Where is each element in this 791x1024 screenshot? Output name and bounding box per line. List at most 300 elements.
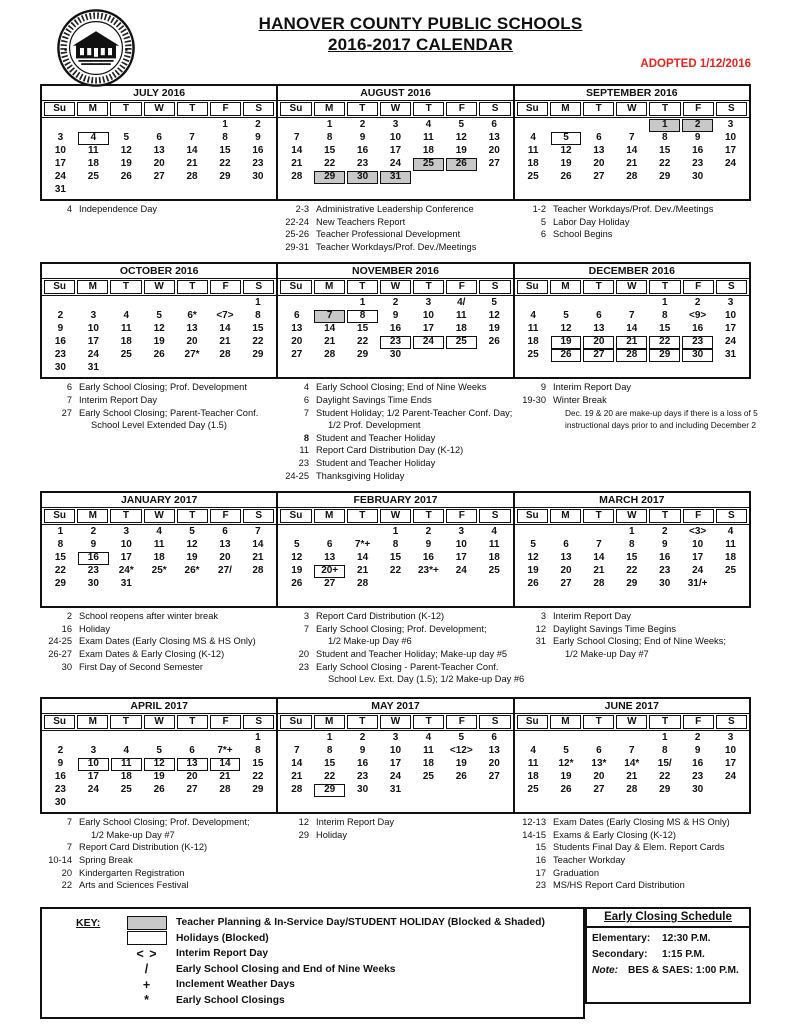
- day-cell: 21: [219, 771, 231, 783]
- weekday-header-cell: Su: [517, 102, 548, 116]
- day-cell: 24: [455, 565, 467, 577]
- note-day: 16: [61, 623, 72, 634]
- month-title: FEBRUARY 2017: [278, 493, 512, 508]
- day-cell-holiday: 26: [551, 349, 582, 362]
- weekday-header-row: [42, 508, 276, 525]
- day-cell: 24: [87, 349, 99, 361]
- day-cell: 27/: [218, 565, 232, 577]
- day-cell: 18: [527, 158, 539, 169]
- notes-column-july-2016: [40, 203, 277, 253]
- day-cell: <9>: [689, 310, 707, 322]
- note-text: Early School Closing - Parent-Teacher Conf.: [316, 661, 499, 672]
- week-row: [44, 771, 274, 784]
- note-text: Dec. 19 & 20 are make-up days if there is a loss of 5: [565, 407, 758, 418]
- note-text: 1/2 Make-up Day #7: [565, 648, 649, 659]
- note-text: Student Holiday; 1/2 Parent-Teacher Conf. Day;: [316, 407, 513, 418]
- day-cell: 26: [488, 336, 500, 348]
- note-day: 8: [303, 432, 309, 443]
- weekday-header-cell: W: [380, 509, 411, 523]
- note-text: Thanksgiving Holiday: [316, 470, 405, 481]
- note-text: Early School Closing; Prof. Development;: [316, 623, 487, 634]
- page-subtitle: 2016-2017 CALENDAR: [327, 35, 513, 54]
- day-cell: 1: [255, 732, 261, 744]
- week-row: [44, 362, 274, 375]
- day-cell: [445, 784, 478, 797]
- day-cell: 14: [357, 552, 369, 564]
- note-day: 30: [61, 661, 72, 672]
- day-cell: 1: [629, 526, 635, 538]
- day-cell: 31: [724, 349, 737, 361]
- note-text: Graduation: [553, 867, 599, 878]
- day-cell: 1: [359, 297, 366, 309]
- day-cell: 4: [425, 119, 432, 130]
- day-cell: 2: [359, 732, 366, 744]
- day-cell: 23: [252, 158, 264, 169]
- day-cell: 2: [694, 297, 701, 309]
- day-cell: 8: [255, 745, 261, 757]
- day-cell-holiday: 19: [551, 336, 582, 349]
- day-cell: 10: [87, 323, 99, 335]
- day-cell: 10: [724, 132, 737, 143]
- note-item: [277, 381, 511, 394]
- note-day: 20: [298, 648, 309, 659]
- day-cell: 1: [255, 297, 261, 309]
- day-cell: 31/+: [687, 578, 708, 590]
- day-cell: [143, 297, 176, 310]
- quarter-block: [40, 84, 751, 258]
- day-cell-holiday: 23: [380, 336, 411, 349]
- day-cell: [478, 578, 511, 591]
- day-cell: [143, 362, 176, 375]
- day-cell: [77, 732, 110, 745]
- day-cell: 20: [560, 565, 572, 577]
- day-cell: 8: [661, 310, 668, 322]
- note-day: 29-31: [285, 241, 309, 252]
- note-text: Winter Break: [553, 394, 607, 405]
- weekday-header-cell: F: [683, 102, 714, 116]
- day-cell: 11: [456, 310, 467, 322]
- day-cell: 29: [626, 578, 638, 590]
- day-cell: 19: [560, 771, 572, 783]
- week-row: [44, 552, 274, 565]
- day-cell: [143, 578, 176, 591]
- day-cell: 7: [255, 526, 261, 538]
- weekday-header-cell: T: [413, 280, 444, 294]
- day-cell: 30: [87, 578, 99, 590]
- note-item: [514, 216, 748, 229]
- day-cell: [517, 119, 550, 132]
- day-cell: [478, 349, 511, 362]
- month-october-2016: [42, 264, 278, 377]
- day-cell: 29: [252, 784, 264, 796]
- week-row: [517, 158, 747, 171]
- day-cell: 7: [189, 132, 195, 143]
- key-item-text: Interim Report Day: [176, 948, 269, 960]
- day-cell: 2: [57, 310, 64, 322]
- note-item: [40, 648, 274, 661]
- day-cell-student-holiday: 25: [413, 158, 444, 171]
- day-cell: 4: [530, 132, 536, 143]
- day-cell: 13: [488, 132, 500, 143]
- day-cell-holiday: 28: [616, 349, 647, 362]
- day-cell: 26: [153, 349, 165, 361]
- day-cell: 3: [392, 732, 399, 744]
- note-day: 12: [535, 623, 546, 634]
- day-cell: 29: [659, 784, 671, 796]
- weekday-header-cell: M: [314, 509, 345, 523]
- early-closing-note-value: BES & SAES: 1:00 P.M.: [628, 965, 739, 977]
- day-cell: 26: [560, 171, 572, 182]
- note-text: Interim Report Day: [316, 817, 395, 828]
- day-cell: [412, 784, 445, 797]
- day-cell: [143, 732, 176, 745]
- day-cell: 6*: [187, 310, 197, 322]
- day-cell: 11: [725, 539, 736, 551]
- day-cell: 25: [488, 565, 500, 577]
- day-cell: 15: [626, 552, 638, 564]
- week-row: [44, 336, 274, 349]
- early-closing-schedule: [585, 907, 751, 1004]
- day-cell: 10: [455, 539, 467, 551]
- key-row: [42, 916, 583, 930]
- day-cell: [241, 184, 274, 197]
- title-block: [40, 8, 751, 55]
- weekday-header-cell: T: [177, 509, 208, 523]
- day-cell: 7*+: [217, 745, 233, 757]
- note-text: Exam Dates (Early Closing MS & HS Only): [553, 817, 730, 828]
- day-cell: 3: [90, 310, 97, 322]
- note-day: 19-30: [522, 394, 546, 405]
- month-title: JANUARY 2017: [42, 493, 276, 508]
- key-item-text: Early School Closings: [176, 994, 285, 1006]
- day-cell: <7>: [216, 310, 234, 322]
- day-cell: 17: [455, 552, 467, 564]
- day-cell: [143, 184, 176, 197]
- day-cell: 16: [692, 323, 704, 335]
- day-cell-holiday: 23: [682, 336, 713, 349]
- note-text: Interim Report Day: [553, 611, 632, 622]
- day-cell: 3: [90, 745, 97, 757]
- week-row: [44, 758, 274, 771]
- day-cell: 4: [123, 310, 130, 322]
- day-cell: 28: [324, 349, 336, 361]
- day-cell: 9: [57, 758, 64, 770]
- day-cell: 5: [156, 310, 162, 322]
- early-closing-row: [587, 928, 749, 944]
- key-item-text: Inclement Weather Days: [176, 979, 295, 991]
- week-row: [280, 297, 510, 310]
- note-text: 1/2 Make-up Day #7: [91, 829, 175, 840]
- day-cell: 5: [563, 310, 569, 322]
- day-cell: [445, 349, 478, 362]
- day-cell: 11: [527, 758, 539, 770]
- weekday-header-cell: T: [649, 715, 680, 729]
- day-cell: 13: [219, 539, 231, 551]
- note-day: 3: [303, 611, 309, 622]
- day-cell: 10: [692, 539, 704, 551]
- day-cell: 29: [54, 578, 66, 590]
- note-text: School reopens after winter break: [79, 611, 219, 622]
- day-cell: 31: [120, 578, 132, 590]
- day-cell-holiday: 4: [78, 132, 109, 145]
- weekday-header-cell: S: [243, 102, 274, 116]
- note-item: [40, 610, 274, 623]
- day-cell: [209, 578, 242, 591]
- day-cell: 2: [661, 526, 668, 538]
- week-row: [517, 119, 747, 132]
- weekday-header-row: [278, 279, 512, 296]
- day-cell: [176, 578, 209, 591]
- notes-row: [40, 379, 758, 487]
- day-cell: 14: [626, 323, 638, 335]
- day-cell: 7: [293, 132, 300, 143]
- day-cell-holiday: 22: [649, 336, 680, 349]
- day-cell: 12: [291, 552, 303, 564]
- note-day: 31: [535, 636, 546, 647]
- day-cell: 2: [425, 526, 432, 538]
- month-title: DECEMBER 2016: [515, 264, 749, 279]
- day-cell: 23*+: [417, 565, 439, 577]
- day-cell: 30: [692, 171, 704, 182]
- week-row: [44, 310, 274, 323]
- week-row: [517, 758, 747, 771]
- key-label: KEY:: [76, 916, 101, 929]
- note-day: 5: [540, 216, 546, 227]
- day-cell: 10: [724, 745, 737, 757]
- day-cell: 13: [560, 552, 572, 564]
- note-text: 1/2 Make-up Day #6: [328, 636, 412, 647]
- day-cell-holiday: 29: [314, 784, 345, 797]
- week-row: [44, 784, 274, 797]
- note-text: Daylight Savings Time Begins: [553, 623, 676, 634]
- weeks: [42, 525, 276, 606]
- day-cell: 3: [123, 526, 130, 538]
- day-cell-holiday: 8: [347, 310, 378, 323]
- day-cell: 12: [560, 145, 572, 156]
- weeks: [42, 731, 276, 812]
- key-row: [42, 993, 583, 1007]
- month-title: MAY 2017: [278, 699, 512, 714]
- weekday-header-cell: T: [583, 102, 614, 116]
- day-cell: 12: [120, 145, 132, 156]
- note-text: School Begins: [553, 229, 613, 240]
- week-row: [44, 132, 274, 145]
- day-cell: 12: [560, 323, 572, 335]
- day-cell-holiday: 16: [78, 552, 109, 565]
- day-cell: 19: [455, 145, 467, 156]
- day-cell: 1: [392, 526, 399, 538]
- page-title: HANOVER COUNTY PUBLIC SCHOOLS: [258, 14, 583, 33]
- early-closing-note-row: [587, 960, 749, 976]
- weekday-header-cell: S: [716, 280, 747, 294]
- note-item: [514, 879, 748, 892]
- week-row: [280, 771, 510, 784]
- week-row: [517, 565, 747, 578]
- day-cell: 21: [626, 771, 638, 783]
- day-cell-holiday: 20: [583, 336, 614, 349]
- open-box-swatch-icon: [118, 931, 176, 945]
- day-cell: 23: [54, 784, 66, 796]
- day-cell: 8: [661, 132, 668, 143]
- note-day: 12: [298, 817, 309, 828]
- early-closing-note-label: Note:: [592, 965, 619, 977]
- day-cell: 7: [596, 539, 602, 551]
- key-row: [42, 978, 583, 992]
- day-cell: [478, 784, 511, 797]
- day-cell: 2: [57, 745, 64, 757]
- day-cell: 18: [422, 758, 434, 770]
- day-cell: 15: [252, 758, 264, 770]
- day-cell: [241, 578, 274, 591]
- day-cell: 17: [422, 323, 434, 335]
- day-cell: 7*+: [354, 539, 371, 551]
- day-cell: 21: [291, 158, 303, 169]
- day-cell: 8: [661, 745, 668, 757]
- day-cell: 19: [120, 158, 132, 169]
- weekday-header-cell: Su: [44, 280, 75, 294]
- note-day: 3: [540, 611, 546, 622]
- note-item: [277, 635, 511, 648]
- note-item: [40, 854, 274, 867]
- week-row: [517, 771, 747, 784]
- day-cell: 20: [186, 336, 198, 348]
- month-title: JUNE 2017: [515, 699, 749, 714]
- weekday-header-cell: S: [716, 509, 747, 523]
- day-cell: 25: [527, 349, 539, 361]
- quarter-block: [40, 491, 751, 693]
- day-cell-student-holiday: 7: [314, 310, 345, 323]
- week-row: [44, 297, 274, 310]
- notes-column-november-2016: [277, 381, 514, 482]
- note-item: [277, 432, 511, 445]
- day-cell: 15: [659, 323, 671, 335]
- day-cell: [176, 184, 209, 197]
- note-day: 7: [303, 407, 309, 418]
- day-cell: 22: [626, 565, 638, 577]
- note-text: Exams & Early Closing (K-12): [553, 829, 676, 840]
- weekday-header-cell: M: [550, 509, 581, 523]
- months-row: [40, 84, 751, 201]
- weekday-header-cell: T: [110, 280, 141, 294]
- weekday-header-cell: S: [716, 102, 747, 116]
- day-cell: 15: [324, 145, 336, 156]
- day-cell: [445, 171, 478, 184]
- day-cell: 2: [694, 732, 701, 744]
- day-cell: 14: [324, 323, 336, 335]
- school-seal-icon: [56, 8, 136, 93]
- day-cell: [209, 797, 242, 810]
- day-cell: 19: [560, 158, 572, 169]
- key-item-text: Teacher Planning & In-Service Day/STUDENT HOLIDAY (Blocked & Shaded): [176, 917, 545, 929]
- note-item: [40, 381, 274, 394]
- day-cell: [143, 119, 176, 132]
- day-cell-student-holiday: 1: [649, 119, 680, 132]
- day-cell: 11: [423, 745, 434, 757]
- weeks: [278, 118, 512, 199]
- note-day: 16: [535, 854, 546, 865]
- day-cell-holiday: 10: [78, 758, 109, 771]
- weekday-header-cell: T: [177, 280, 208, 294]
- note-day: 4: [303, 382, 309, 393]
- note-text: Kindergarten Registration: [79, 867, 185, 878]
- day-cell: 19: [186, 552, 198, 564]
- day-cell: 17: [692, 552, 704, 564]
- month-title: APRIL 2017: [42, 699, 276, 714]
- day-cell: 6: [596, 745, 602, 757]
- day-cell: 31: [54, 184, 66, 195]
- day-cell: 28: [626, 171, 638, 182]
- day-cell-holiday: 13: [177, 758, 208, 771]
- note-text: School Lev. Ext. Day (1.5); 1/2 Make-up Day #6: [328, 674, 525, 685]
- day-cell: 19: [527, 565, 539, 577]
- note-item: [277, 419, 511, 432]
- day-cell: 21: [324, 336, 336, 348]
- day-cell: [550, 297, 583, 310]
- day-cell: [44, 297, 77, 310]
- day-cell: 5: [458, 119, 465, 130]
- day-cell: 11: [88, 145, 99, 156]
- day-cell-holiday: 12: [144, 758, 175, 771]
- note-item: [277, 241, 511, 254]
- note-text: Students Final Day & Elem. Report Cards: [553, 842, 725, 853]
- note-text: Teacher Workdays/Prof. Dev./Meetings: [553, 204, 714, 214]
- day-cell: 4: [491, 526, 497, 538]
- key-legend: [40, 907, 585, 1019]
- note-text: Exam Dates & Early Closing (K-12): [79, 648, 225, 659]
- note-day: 14-15: [522, 829, 546, 840]
- day-cell: 13: [593, 145, 605, 156]
- day-cell-holiday: 30: [682, 349, 713, 362]
- note-item: [40, 867, 274, 880]
- day-cell: 6: [293, 310, 300, 322]
- key-item-text: Holidays (Blocked): [176, 932, 269, 944]
- month-march-2017: [515, 493, 749, 606]
- day-cell: [110, 297, 143, 310]
- key-row: [42, 931, 583, 945]
- note-text: Student and Teacher Holiday; Make-up day #5: [316, 648, 508, 659]
- month-june-2017: [515, 699, 749, 812]
- note-day: 2: [66, 611, 72, 622]
- week-row: [517, 171, 747, 184]
- month-april-2017: [42, 699, 278, 812]
- weeks: [42, 118, 276, 199]
- week-row: [280, 732, 510, 745]
- day-cell: [550, 732, 583, 745]
- note-text: instructional days prior to and including December 2: [565, 419, 756, 430]
- day-cell: 14*: [624, 758, 640, 770]
- day-cell: 23: [659, 565, 671, 577]
- day-cell: [714, 784, 747, 797]
- note-text: MS/HS Report Card Distribution: [553, 880, 685, 891]
- day-cell: 14: [252, 539, 264, 551]
- weekday-header-row: [42, 101, 276, 118]
- day-cell: 15: [324, 758, 336, 770]
- week-row: [517, 145, 747, 158]
- day-cell: 6: [596, 310, 602, 322]
- day-cell: [241, 362, 274, 375]
- day-cell: [110, 184, 143, 197]
- note-text: First Day of Second Semester: [79, 661, 204, 672]
- weekday-header-cell: T: [583, 280, 614, 294]
- week-row: [280, 526, 510, 539]
- day-cell: 18: [422, 145, 434, 156]
- day-cell: 8: [326, 132, 333, 143]
- day-cell: 16: [54, 771, 66, 783]
- month-november-2016: [278, 264, 514, 377]
- day-cell: 20: [593, 158, 605, 169]
- week-row: [517, 297, 747, 310]
- day-cell: [582, 119, 615, 132]
